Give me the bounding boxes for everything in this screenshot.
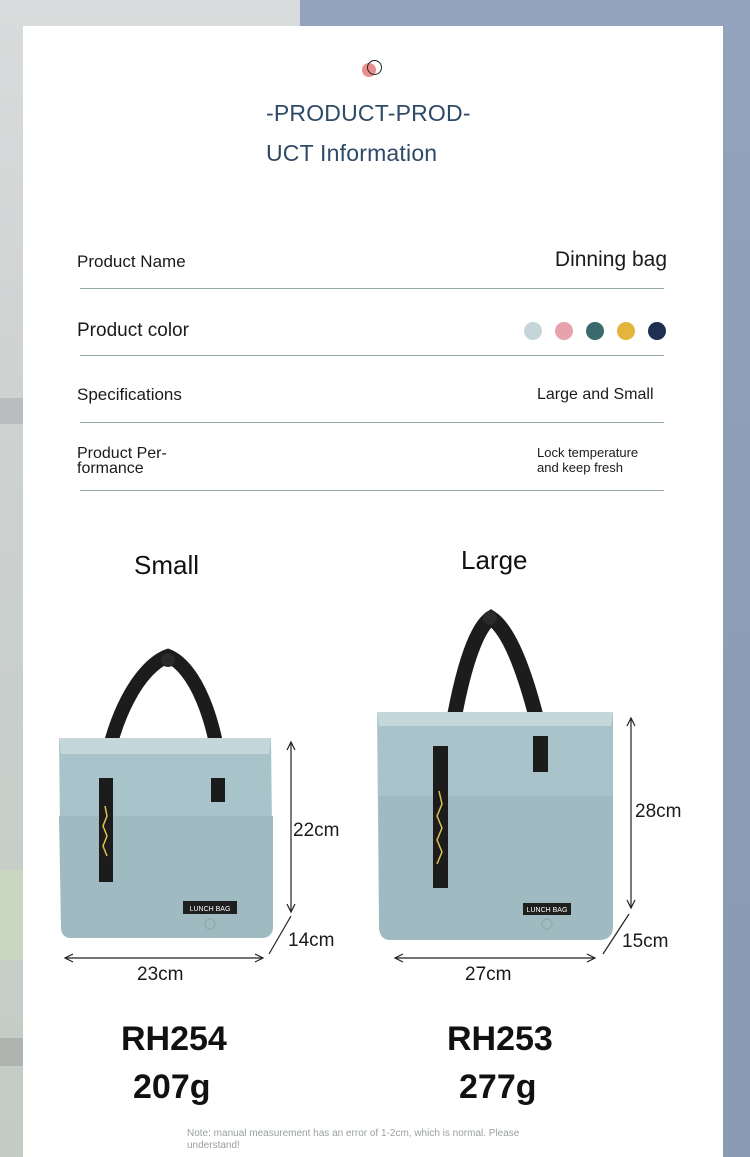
product-name-value: Dinning bag (554, 248, 667, 271)
small-size-title: Small (134, 550, 200, 580)
small-height-label: 22cm (293, 820, 340, 841)
large-height-label: 28cm (635, 801, 682, 822)
product-name-label: Product Name (77, 252, 186, 271)
product-color-label: Product color (77, 320, 189, 341)
small-weight: 207g (133, 1068, 211, 1106)
large-width-label: 27cm (465, 964, 512, 985)
product-info-card (23, 26, 723, 1157)
large-depth-label: 15cm (622, 931, 669, 952)
large-weight: 277g (459, 1068, 537, 1106)
performance-label-line1: Product Per- (77, 445, 167, 462)
large-size-title: Large (461, 545, 528, 575)
small-width-label: 23cm (137, 964, 184, 985)
large-bag-image (377, 611, 635, 962)
small-model-number: RH254 (121, 1020, 227, 1058)
small-depth-label: 14cm (288, 930, 335, 951)
performance-value-line2: and keep fresh (537, 460, 624, 475)
page-title-line2: UCT Information (266, 140, 438, 166)
small-bag-image (59, 653, 295, 962)
small-bag-tag: LUNCH BAG (189, 906, 231, 913)
bags-illustration (23, 26, 723, 1026)
measurement-note: Note: manual measurement has an error of 1-2cm, which is normal. Please understand! (187, 1128, 520, 1151)
large-model-number: RH253 (447, 1020, 553, 1058)
specifications-value: Large and Small (537, 386, 654, 403)
large-bag-tag: LUNCH BAG (526, 907, 568, 914)
specifications-label: Specifications (77, 385, 182, 404)
performance-label-line2: formance (77, 460, 144, 477)
performance-value-line1: Lock temperature (537, 445, 639, 460)
page-title-line1: -PRODUCT-PROD- (266, 100, 471, 126)
